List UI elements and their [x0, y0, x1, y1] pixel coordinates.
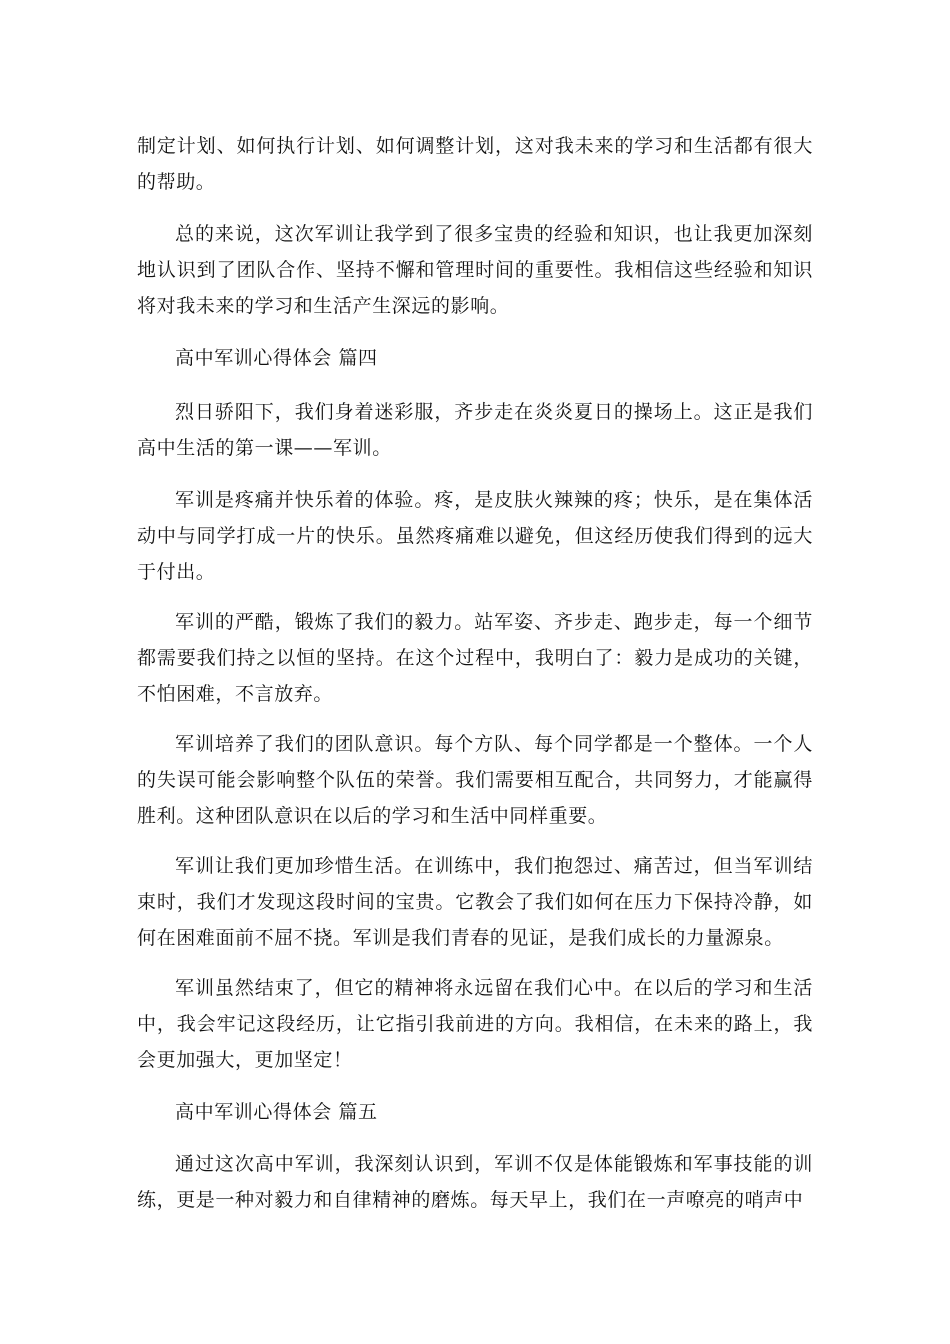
paragraph: 军训的严酷，锻炼了我们的毅力。站军姿、齐步走、跑步走，每一个细节都需要我们持之以恒的坚持。在这个过程中，我明白了：毅力是成功的关键，不怕困难，不言放弃。 [137, 611, 813, 705]
paragraph: 军训虽然结束了，但它的精神将永远留在我们心中。在以后的学习和生活中，我会牢记这段经历，让它指引我前进的方向。我相信，在未来的路上，我会更加强大，更加坚定！ [137, 977, 813, 1071]
paragraph: 烈日骄阳下，我们身着迷彩服，齐步走在炎炎夏日的操场上。这正是我们高中生活的第一课——军训。 [137, 401, 813, 459]
paragraph-summary: 总的来说，这次军训让我学到了很多宝贵的经验和知识，也让我更加深刻地认识到了团队合作、坚持不懈和管理时间的重要性。我相信这些经验和知识将对我未来的学习和生活产生深远的影响。 [137, 223, 813, 317]
section-heading-part5: 高中军训心得体会 篇五 [175, 1101, 378, 1123]
section-heading-part4: 高中军训心得体会 篇四 [175, 347, 378, 369]
paragraph: 军训让我们更加珍惜生活。在训练中，我们抱怨过、痛苦过，但当军训结束时，我们才发现这段时间的宝贵。它教会了我们如何在压力下保持冷静，如何在困难面前不屈不挠。军训是我们青春的见证，是我们成长的力量源泉。 [137, 855, 813, 949]
paragraph: 通过这次高中军训，我深刻认识到，军训不仅是体能锻炼和军事技能的训练，更是一种对毅力和自律精神的磨炼。每天早上，我们在一声嘹亮的哨声中 [137, 1153, 813, 1211]
paragraph: 军训是疼痛并快乐着的体验。疼，是皮肤火辣辣的疼；快乐，是在集体活动中与同学打成一片的快乐。虽然疼痛难以避免，但这经历使我们得到的远大于付出。 [137, 489, 813, 583]
paragraph-continuation: 制定计划、如何执行计划、如何调整计划，这对我未来的学习和生活都有很大的帮助。 [137, 135, 813, 193]
paragraph: 军训培养了我们的团队意识。每个方队、每个同学都是一个整体。一个人的失误可能会影响整个队伍的荣誉。我们需要相互配合，共同努力，才能赢得胜利。这种团队意识在以后的学习和生活中同样重要。 [137, 733, 813, 827]
